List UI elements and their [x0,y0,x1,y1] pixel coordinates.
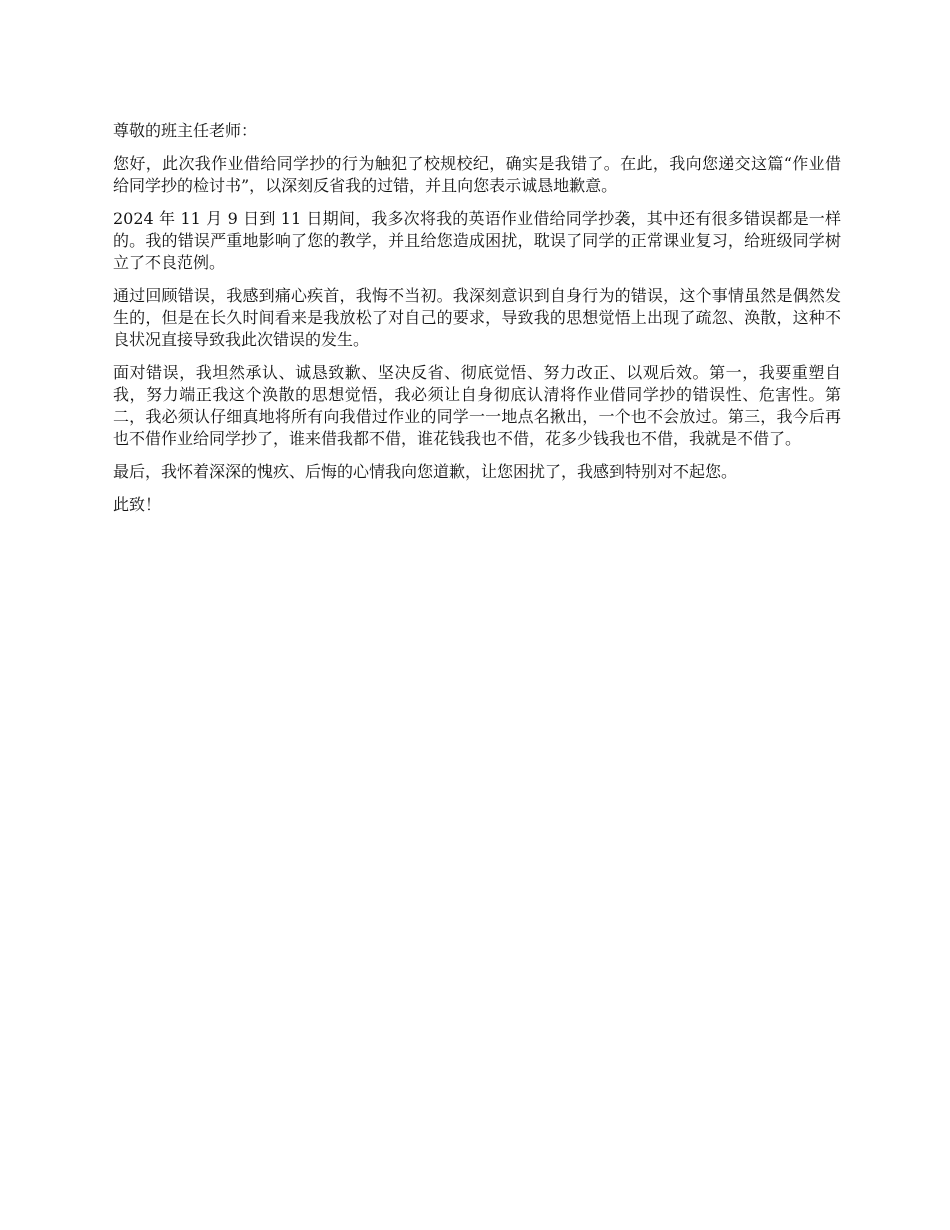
letter-page [113,120,841,516]
letter-paragraph-incident: 2024 年 11 月 9 日到 11 日期间，我多次将我的英语作业借给同学抄袭，其中还有很多错误都是一样的。我的错误严重地影响了您的教学，并且给您造成困扰，耽误了同学的正常课业复习，给班级同学树立了不良范例。 [113,209,841,272]
letter-paragraph-apology: 最后，我怀着深深的愧疚、后悔的心情我向您道歉，让您困扰了，我感到特别对不起您。 [113,462,738,481]
letter-paragraph-greeting: 您好，此次我作业借给同学抄的行为触犯了校规校纪，确实是我错了。在此，我向您递交这篇“作业借给同学抄的检讨书”，以深刻反省我的过错，并且向您表示诚恳地歉意。 [113,154,841,195]
letter-paragraph-commitment: 面对错误，我坦然承认、诚恳致歉、坚决反省、彻底觉悟、努力改正、以观后效。第一，我要重塑自我，努力端正我这个涣散的思想觉悟，我必须让自身彻底认清将作业借同学抄的错误性、危害性。第二，我必须认仔细真地将所有向我借过作业的同学一一地点名揪出，一个也不会放过。第三，我今后再也不借作业给同学抄了，谁来借我都不借，谁花钱我也不借，花多少钱我也不借，我就是不借了。 [113,363,841,448]
letter-salutation: 尊敬的班主任老师： [113,121,258,140]
letter-paragraph-reflection: 通过回顾错误，我感到痛心疾首，我悔不当初。我深刻意识到自身行为的错误，这个事情虽然是偶然发生的，但是在长久时间看来是我放松了对自己的要求，导致我的思想觉悟上出现了疏忽、涣散，这种不良状况直接导致我此次错误的发生。 [113,286,841,349]
letter-closing: 此致！ [113,495,162,514]
